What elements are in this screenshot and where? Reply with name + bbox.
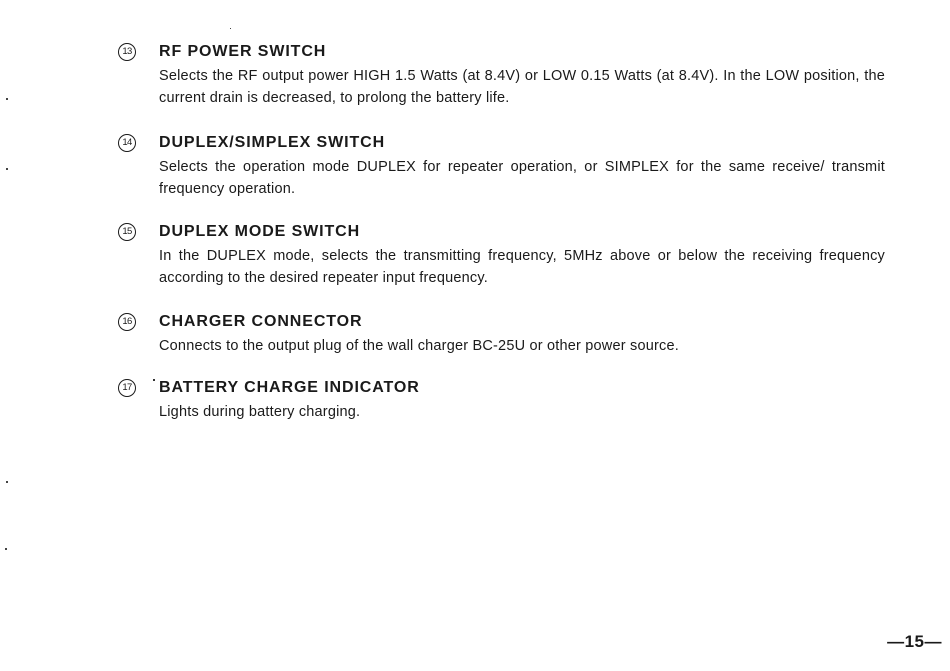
item-description: In the DUPLEX mode, selects the transmitting frequency, 5MHz above or below the receiving frequency according to the desired repeater input frequency.	[159, 248, 885, 286]
scan-speck	[230, 28, 231, 29]
item-number-badge: 15	[118, 223, 136, 241]
item-heading: RF POWER SWITCH	[159, 43, 327, 60]
page-number: —15—	[887, 632, 942, 651]
scan-speck	[153, 379, 155, 381]
item-heading: DUPLEX MODE SWITCH	[159, 223, 361, 240]
item-number-badge: 14	[118, 134, 136, 152]
item-number-badge: 16	[118, 313, 136, 331]
item-heading: BATTERY CHARGE INDICATOR	[159, 379, 420, 396]
scan-speck	[6, 98, 8, 100]
scan-speck	[6, 168, 8, 170]
scan-speck	[6, 481, 8, 483]
item-description: Selects the operation mode DUPLEX for repeater operation, or SIMPLEX for the same receive/ transmit frequency operation.	[159, 159, 885, 197]
item-heading: CHARGER CONNECTOR	[159, 313, 363, 330]
scan-speck	[5, 548, 7, 550]
item-number-badge: 17	[118, 379, 136, 397]
item-heading: DUPLEX/SIMPLEX SWITCH	[159, 134, 386, 151]
item-description: Connects to the output plug of the wall charger BC-25U or other power source.	[159, 338, 679, 354]
item-description: Lights during battery charging.	[159, 404, 361, 420]
item-description: Selects the RF output power HIGH 1.5 Watts (at 8.4V) or LOW 0.15 Watts (at 8.4V). In the LOW position, the current drain is decreased, to prolong the battery life.	[159, 68, 885, 106]
item-number-badge: 13	[118, 43, 136, 61]
